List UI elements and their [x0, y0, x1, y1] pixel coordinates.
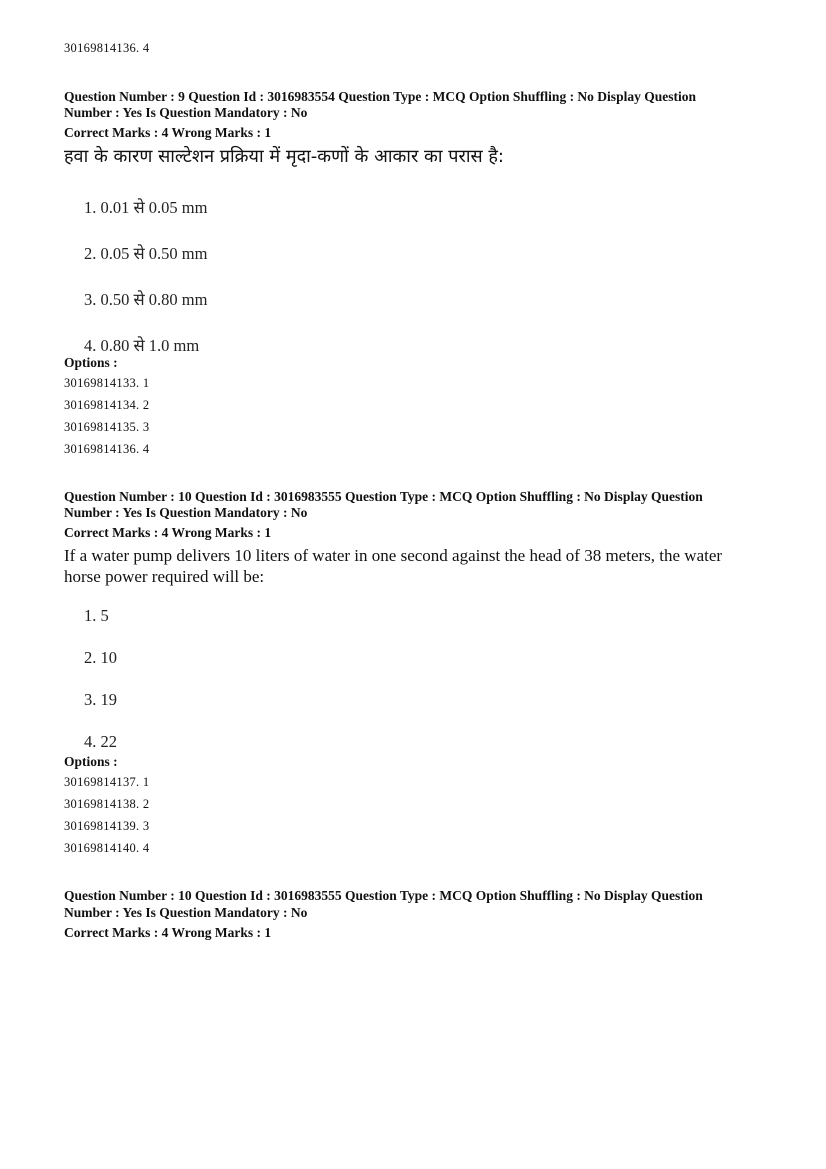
choice-2: 2. 10: [84, 648, 117, 667]
options-label: Options :: [64, 754, 118, 769]
option-id-2: 30169814138. 2: [64, 797, 150, 811]
marks-line: Correct Marks : 4 Wrong Marks : 1: [64, 925, 272, 940]
question-meta-line1: Question Number : 10 Question Id : 3016983555 Question Type : MCQ Option Shuffling : No Display Question: [64, 489, 703, 504]
option-id-1: 30169814133. 1: [64, 376, 150, 390]
options-label: Options :: [64, 355, 118, 370]
question-text-line2: horse power required will be:: [64, 567, 265, 586]
option-id-2: 30169814134. 2: [64, 398, 150, 412]
choice-4: 4. 0.80 से 1.0 mm: [84, 336, 200, 355]
question-meta-line1: Question Number : 10 Question Id : 3016983555 Question Type : MCQ Option Shuffling : No Display Question: [64, 888, 703, 903]
choice-3: 3. 19: [84, 690, 117, 709]
option-id-1: 30169814137. 1: [64, 775, 150, 789]
option-id-4: 30169814140. 4: [64, 841, 150, 855]
question-meta-line2: Number : Yes Is Question Mandatory : No: [64, 505, 308, 520]
choice-1: 1. 0.01 से 0.05 mm: [84, 198, 208, 217]
marks-line: Correct Marks : 4 Wrong Marks : 1: [64, 525, 272, 540]
option-id-3: 30169814135. 3: [64, 420, 150, 434]
choice-1: 1. 5: [84, 606, 109, 625]
option-id-3: 30169814139. 3: [64, 819, 150, 833]
choice-4: 4. 22: [84, 732, 117, 751]
question-text-line1: If a water pump delivers 10 liters of water in one second against the head of 38 meters, the water: [64, 546, 723, 565]
question-meta-line1: Question Number : 9 Question Id : 3016983554 Question Type : MCQ Option Shuffling : No Display Question: [64, 89, 696, 104]
question-meta-line2: Number : Yes Is Question Mandatory : No: [64, 905, 308, 920]
choice-3: 3. 0.50 से 0.80 mm: [84, 290, 208, 309]
choice-2: 2. 0.05 से 0.50 mm: [84, 244, 208, 263]
question-meta-line2: Number : Yes Is Question Mandatory : No: [64, 105, 308, 120]
marks-line: Correct Marks : 4 Wrong Marks : 1: [64, 125, 272, 140]
previous-option-id: 30169814136. 4: [64, 41, 150, 55]
option-id-4: 30169814136. 4: [64, 442, 150, 456]
question-text: हवा के कारण साल्टेशन प्रक्रिया में मृदा-कणों के आकार का परास है:: [64, 146, 504, 167]
